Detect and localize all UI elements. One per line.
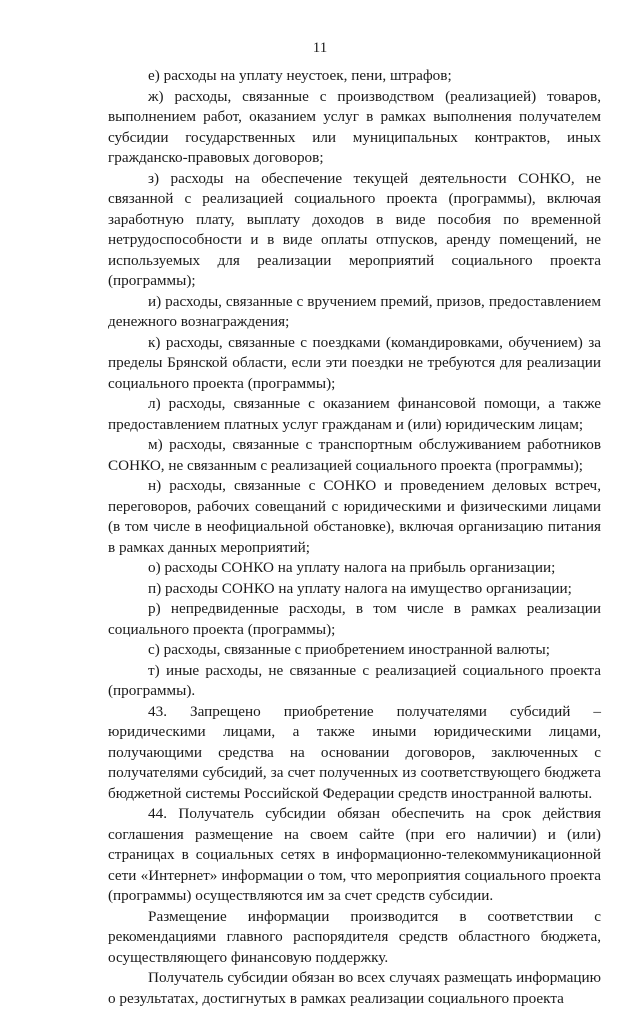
paragraph-z: з) расходы на обеспечение текущей деятельности СОНКО, не связанной с реализацией социального проекта (программы), включая заработную плату, выплату доходов в виде пособия по временной нетрудоспособности и в виде оплаты отпусков, аренду помещений, не используемых для реализации мероприятий социального проекта (программы); [108,169,601,289]
paragraph-k: к) расходы, связанные с поездками (командировками, обучением) за пределы Брянской области, если эти поездки не требуются для реализации социального проекта (программы); [108,333,601,392]
document-body [108,66,601,1009]
page-number: 11 [312,40,328,56]
clause-44: 44. Получатель субсидии обязан обеспечить на срок действия соглашения размещение на своем сайте (при его наличии) и (или) страницах в социальных сетях в информационно-телекоммуникационной сети «Интернет» информации о том, что мероприятия социального проекта (программы) осуществляются им за счет средств субсидии. [108,805,601,904]
paragraph-r: р) непредвиденные расходы, в том числе в рамках реализации социального проекта (программы); [108,600,601,638]
paragraph-e: е) расходы на уплату неустоек, пени, штрафов; [148,67,452,84]
paragraph-i: и) расходы, связанные с вручением премий, призов, предоставлением денежного вознаграждения; [108,292,601,330]
paragraph-s: с) расходы, связанные с приобретением иностранной валюты; [148,641,550,658]
paragraph-zh: ж) расходы, связанные с производством (реализацией) товаров, выполнением работ, оказанием услуг в рамках выполнения получателем субсидии государственных или муниципальных контрактов, иных гражданско-правовых договоров; [108,87,601,166]
paragraph-o: о) расходы СОНКО на уплату налога на прибыль организации; [148,559,556,576]
clause-43: 43. Запрещено приобретение получателями субсидий – юридическими лицами, а также иными юридическими лицами, получающими средства на основании договоров, заключенных с получателями субсидий, за счет полученных из соответствующего бюджета бюджетной системы Российской Федерации средств иностранной валюты. [108,702,601,802]
results-info-paragraph: Получатель субсидии обязан во всех случаях размещать информацию о результатах, достигнутых в рамках реализации социального проекта [108,969,601,1007]
paragraph-m: м) расходы, связанные с транспортным обслуживанием работников СОНКО, не связанным с реализацией социального проекта (программы); [108,436,601,474]
placement-info-paragraph: Размещение информации производится в соответствии с рекомендациями главного распорядителя средств областного бюджета, осуществляющего финансовую поддержку. [108,907,601,966]
paragraph-t: т) иные расходы, не связанные с реализацией социального проекта (программы). [108,661,601,699]
paragraph-n: н) расходы, связанные с СОНКО и проведением деловых встреч, переговоров, рабочих совещаний с юридическими и физическими лицами (в том числе в неофициальной обстановке), включая организацию питания в рамках данных мероприятий; [108,477,601,556]
paragraph-l: л) расходы, связанные с оказанием финансовой помощи, а также предоставлением платных услуг гражданам и (или) юридическим лицам; [108,395,601,433]
paragraph-p: п) расходы СОНКО на уплату налога на имущество организации; [148,579,572,597]
